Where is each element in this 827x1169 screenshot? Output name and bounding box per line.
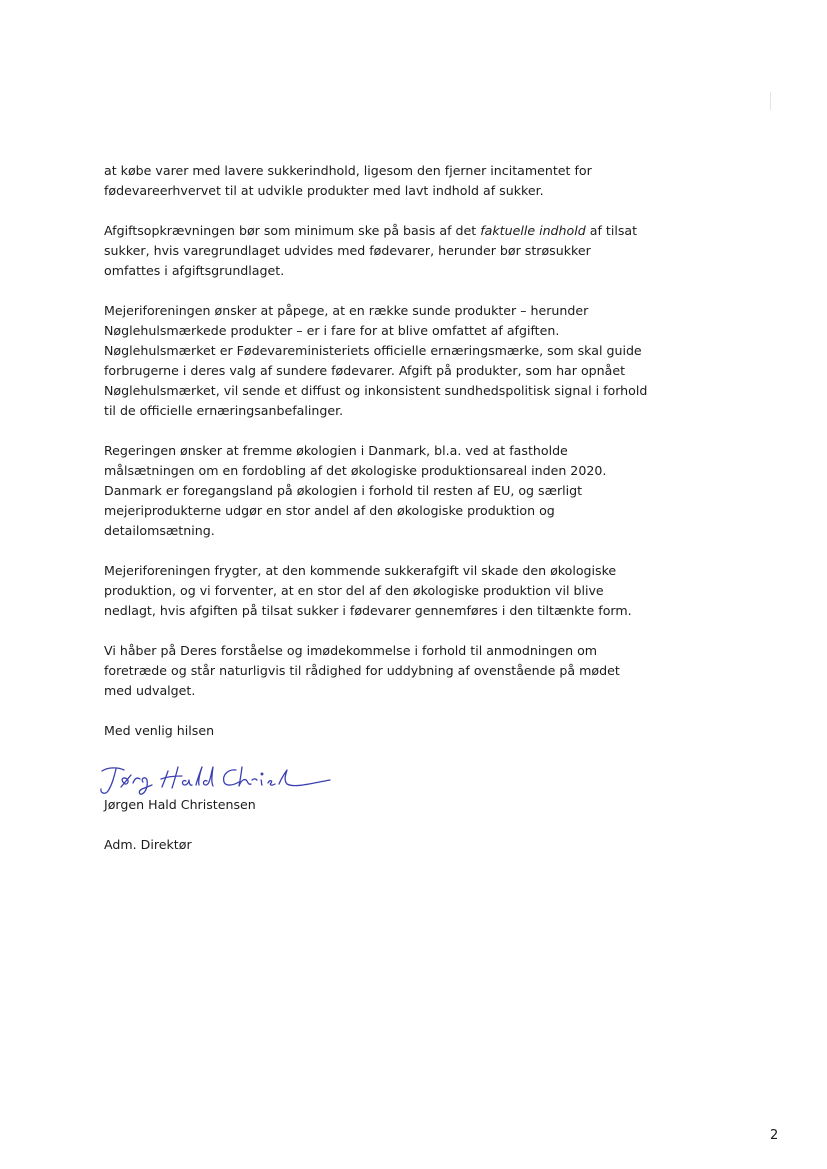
signer-title: Adm. Direktør [104,837,192,852]
paragraph-text: Mejeriforeningen ønsker at påpege, at en række sunde produkter – herunder Nøglehulsmærkede produkter – er i fare for at blive omfattet af afgiften. Nøglehulsmærket er Fødevareministeriets officielle ernæringsmærke, som skal guide forbrugerne i deres valg af sundere fødevarer. Afgift på produkter, som har opnået Nøglehulsmærket, vil sende et diffust og inkonsistent sundhedspolitisk signal i forhold til de officielle ernæringsanbefalinger. [104,303,648,418]
signer-name: Jørgen Hald Christensen [104,797,256,812]
paragraph-text: Vi håber på Deres forståelse og imødekommelse i forhold til anmodningen om foretræde og står naturligvis til rådighed for uddybning af ovenstående på mødet med udvalget. [104,643,620,698]
paragraph-text: Regeringen ønsker at fremme økologien i Danmark, bl.a. ved at fastholde målsætningen om en fordobling af det økologiske produktionsareal inden 2020. Danmark er foregangsland på økologien i forhold til resten af EU, og særligt mejeriprodukterne udgør en stor andel af den økologiske produktion og detailomsætning. [104,443,607,538]
paragraph-text: at købe varer med lavere sukkerindhold, ligesom den fjerner incitamentet for fødevareerhvervet til at udvikle produkter med lavt indhold af sukker. [104,163,592,198]
body-paragraph [104,641,649,701]
paragraph-text: Afgiftsopkrævningen bør som minimum ske på basis af det [104,223,481,238]
emphasis-text: faktuelle indhold [480,223,586,238]
body-paragraph [104,441,649,541]
scan-edge-mark [770,92,771,110]
paragraph-list [104,161,649,701]
page-number: 2 [770,1128,779,1143]
paragraph-text: Mejeriforeningen frygter, at den kommende sukkerafgift vil skade den økologiske produktion, og vi forventer, at en stor del af den økologiske produktion vil blive nedlagt, hvis afgiften på tilsat sukker i fødevarer gennemføres i den tiltænkte form. [104,563,632,618]
body-paragraph [104,301,649,421]
closing-salutation: Med venlig hilsen [104,723,215,738]
handwritten-signature [94,761,344,797]
paragraph-text: af tilsat sukker, hvis varegrundlaget udvides med fødevarer, herunder bør strøsukker omfattes i afgiftsgrundlaget. [104,223,638,278]
body-paragraph [104,221,649,281]
body-paragraph [104,561,649,621]
letter-body [104,161,649,875]
body-paragraph [104,161,649,201]
